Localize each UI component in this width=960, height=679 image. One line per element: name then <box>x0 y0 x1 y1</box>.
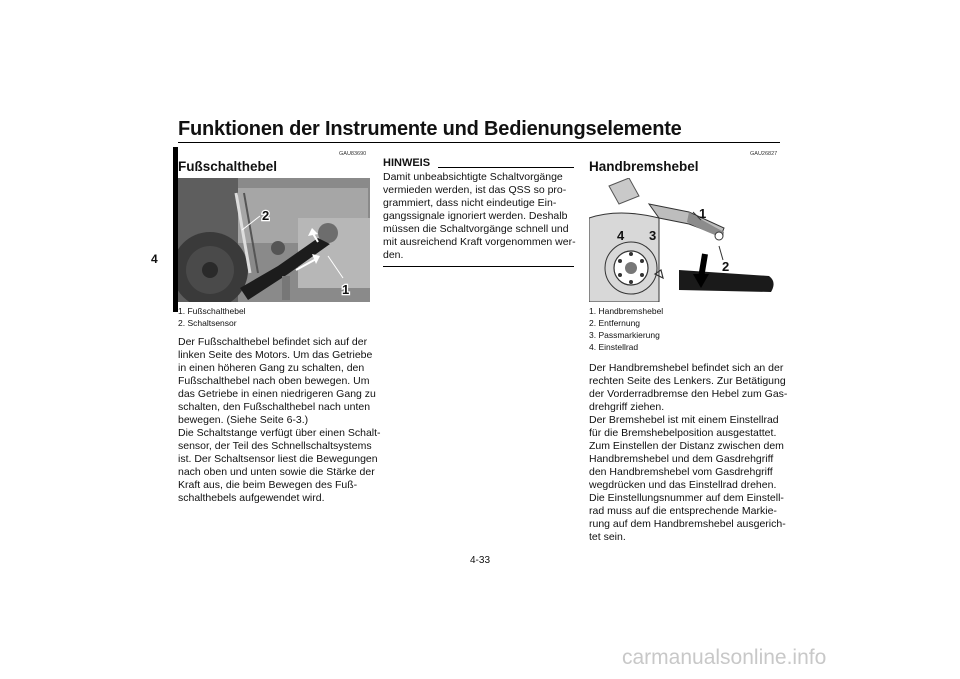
notice-text <box>383 171 576 262</box>
section-code: GAU26827 <box>750 151 778 157</box>
page-title: Funktionen der Instrumente und Bedienungselemente <box>178 118 682 140</box>
figure-callout-1: 1 <box>342 282 350 297</box>
caption-item: 3. Passmarkierung <box>589 330 660 340</box>
caption-item: 4. Einstellrad <box>589 342 639 352</box>
text-line: wegdrücken und das Einstellrad drehen. <box>589 479 777 491</box>
text-line: in einen höheren Gang zu schalten, den <box>178 362 365 374</box>
text-line: Der Fußschalthebel befindet sich auf der <box>178 336 368 348</box>
brake-lever-figure <box>589 178 781 302</box>
text-line: Die Schaltstange verfügt über einen Schalt- <box>178 427 381 439</box>
chapter-number: 4 <box>151 252 158 266</box>
caption-item: 2. Entfernung <box>589 318 641 328</box>
title-rule <box>178 142 780 143</box>
notice-label: HINWEIS <box>383 157 431 169</box>
text-line: das Getriebe in einen niedrigeren Gang zu <box>178 388 376 400</box>
text-line: Der Handbremshebel befindet sich an der <box>589 362 784 374</box>
figure-caption-list <box>589 305 663 353</box>
text-line: den. <box>383 249 404 261</box>
text-line: tet sein. <box>589 531 626 543</box>
watermark: carmanualsonline.info <box>622 646 827 669</box>
text-line: rechten Seite des Lenkers. Zur Betätigung <box>589 375 786 387</box>
body-paragraph <box>178 336 381 505</box>
text-line: bewegen. (Siehe Seite 6-3.) <box>178 414 309 426</box>
page-number: 4-33 <box>470 555 491 566</box>
text-line: Der Bremshebel ist mit einem Einstellrad <box>589 414 779 426</box>
shift-pedal-figure <box>178 178 370 302</box>
text-line: sensor, der Teil des Schnellschaltsystems <box>178 440 372 452</box>
text-line: nach oben und unten sowie die Stärke der <box>178 466 375 478</box>
text-line: ist. Der Schaltsensor liest die Bewegungen <box>178 453 378 465</box>
text-line: Die Einstellungsnummer auf dem Einstell- <box>589 492 784 504</box>
figure-caption-list <box>178 305 246 329</box>
figure-callout-1: 1 <box>699 206 707 221</box>
text-line: vermieden werden, ist das QSS so pro- <box>383 184 567 196</box>
text-line: schalthebels aufgewendet wird. <box>178 492 325 504</box>
caption-item: 1. Handbremshebel <box>589 306 664 316</box>
text-line: für die Bremshebelposition ausgestattet. <box>589 427 777 439</box>
caption-item: 1. Fußschalthebel <box>178 306 246 316</box>
text-line: drehgriff ziehen. <box>589 401 665 413</box>
text-line: müssen die Schaltvorgänge schnell und <box>383 223 569 235</box>
notice-top-rule <box>438 167 574 168</box>
text-line: grammiert, dass nicht eindeutige Ein- <box>383 197 557 209</box>
text-line: Zum Einstellen der Distanz zwischen dem <box>589 440 784 452</box>
section-heading: Handbremshebel <box>589 159 699 174</box>
text-line: den Handbremshebel vom Gasdrehgriff <box>589 466 773 478</box>
notice-bottom-rule <box>383 266 574 267</box>
text-line: schalten, den Fußschalthebel nach unten <box>178 401 371 413</box>
text-line: rad muss auf die entsprechende Markie- <box>589 505 777 517</box>
section-heading: Fußschalthebel <box>178 159 278 174</box>
caption-item: 2. Schaltsensor <box>178 318 237 328</box>
section-code: GAU83690 <box>339 151 367 157</box>
text-line: der Vorderradbremse den Hebel zum Gas- <box>589 388 788 400</box>
figure-callout-4: 4 <box>617 228 625 243</box>
figure-callout-2: 2 <box>262 208 270 223</box>
body-paragraph <box>589 362 787 544</box>
text-line: Fußschalthebel nach oben bewegen. Um <box>178 375 370 387</box>
text-line: Damit unbeabsichtigte Schaltvorgänge <box>383 171 563 183</box>
text-line: rung auf dem Handbremshebel ausgerich- <box>589 518 786 530</box>
figure-callout-3: 3 <box>649 228 657 243</box>
text-line: Kraft aus, die beim Bewegen des Fuß- <box>178 479 358 491</box>
figure-callout-2: 2 <box>722 259 730 274</box>
text-line: linken Seite des Motors. Um das Getriebe <box>178 349 373 361</box>
text-line: mit ausreichend Kraft vorgenommen wer- <box>383 236 576 248</box>
text-line: gangssignale ignoriert werden. Deshalb <box>383 210 568 222</box>
text-line: Handbremshebel und dem Gasdrehgriff <box>589 453 774 465</box>
